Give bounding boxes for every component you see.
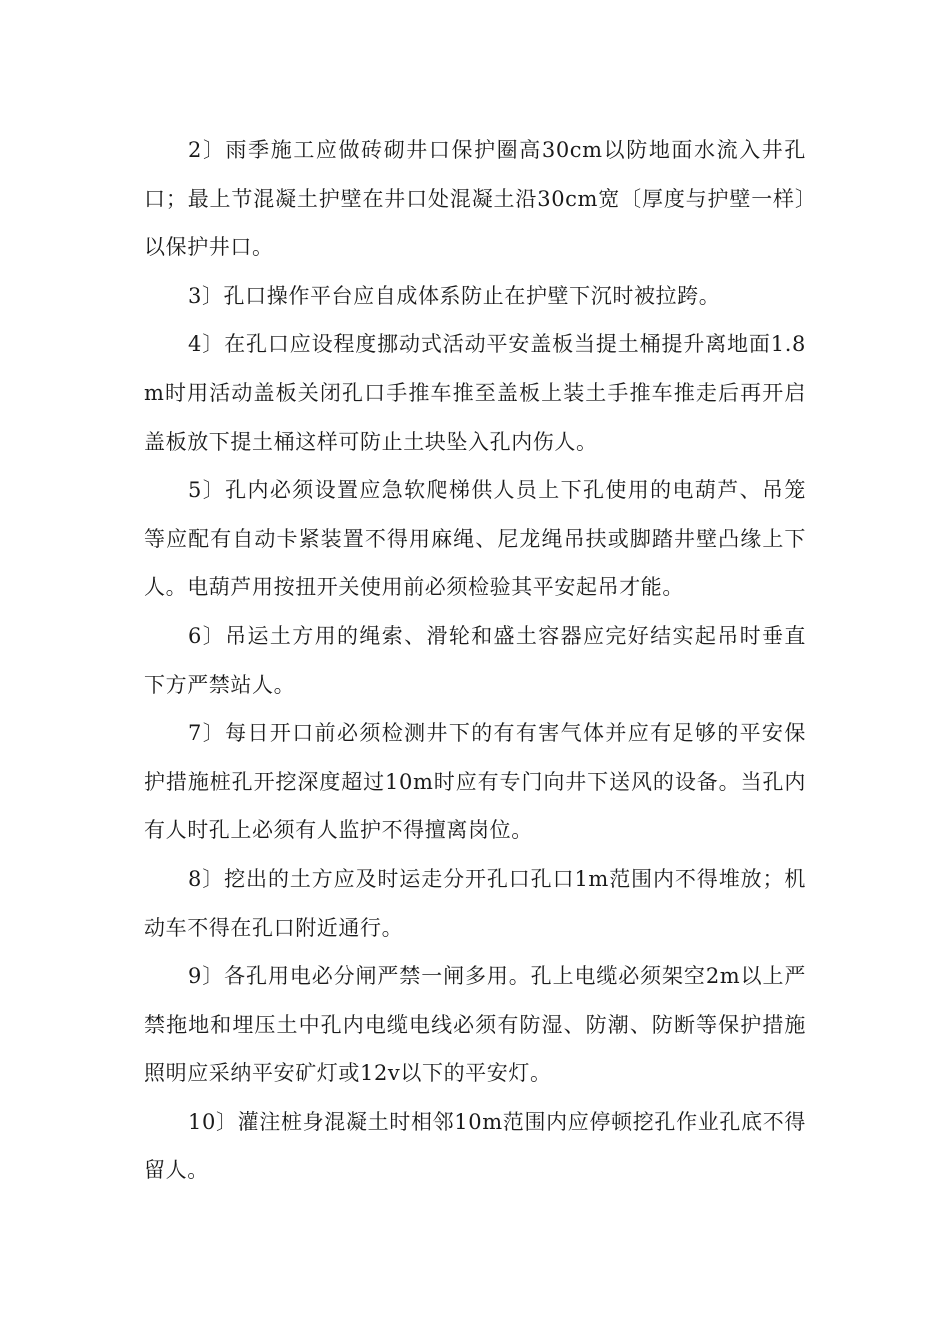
paragraph-9: 9〕各孔用电必分闸严禁一闸多用。孔上电缆必须架空2m以上严禁拖地和埋压土中孔内电缆电线必须有防湿、防潮、防断等保护措施照明应采纳平安矿灯或12v以下的平安灯。: [144, 964, 806, 1086]
paragraph-8: 8〕挖出的土方应及时运走分开孔口孔口1m范围内不得堆放；机动车不得在孔口附近通行。: [144, 866, 806, 940]
paragraph-2: 2〕雨季施工应做砖砌井口保护圈高30cm以防地面水流入井孔口；最上节混凝土护壁在井口处混凝土沿30cm宽〔厚度与护壁一样〕以保护井口。: [144, 138, 806, 260]
paragraph-5: 5〕孔内必须设置应急软爬梯供人员上下孔使用的电葫芦、吊笼等应配有自动卡紧装置不得用麻绳、尼龙绳吊扶或脚踏井壁凸缘上下人。电葫芦用按扭开关使用前必须检验其平安起吊才能。: [144, 478, 806, 600]
paragraph-3: 3〕孔口操作平台应自成体系防止在护壁下沉时被拉跨。: [188, 283, 721, 308]
paragraph-4: 4〕在孔口应设程度挪动式活动平安盖板当提土桶提升离地面1.8m时用活动盖板关闭孔口手推车推至盖板上装土手推车推走后再开启盖板放下提土桶这样可防止土块坠入孔内伤人。: [144, 332, 806, 454]
paragraph-6: 6〕吊运土方用的绳索、滑轮和盛土容器应完好结实起吊时垂直下方严禁站人。: [144, 623, 806, 697]
paragraph-10: 10〕灌注桩身混凝土时相邻10m范围内应停顿挖孔作业孔底不得留人。: [144, 1109, 806, 1183]
document-body: [144, 126, 806, 1195]
paragraph-7: 7〕每日开口前必须检测井下的有有害气体并应有足够的平安保护措施桩孔开挖深度超过10m时应有专门向井下送风的设备。当孔内有人时孔上必须有人监护不得擅离岗位。: [144, 721, 806, 843]
